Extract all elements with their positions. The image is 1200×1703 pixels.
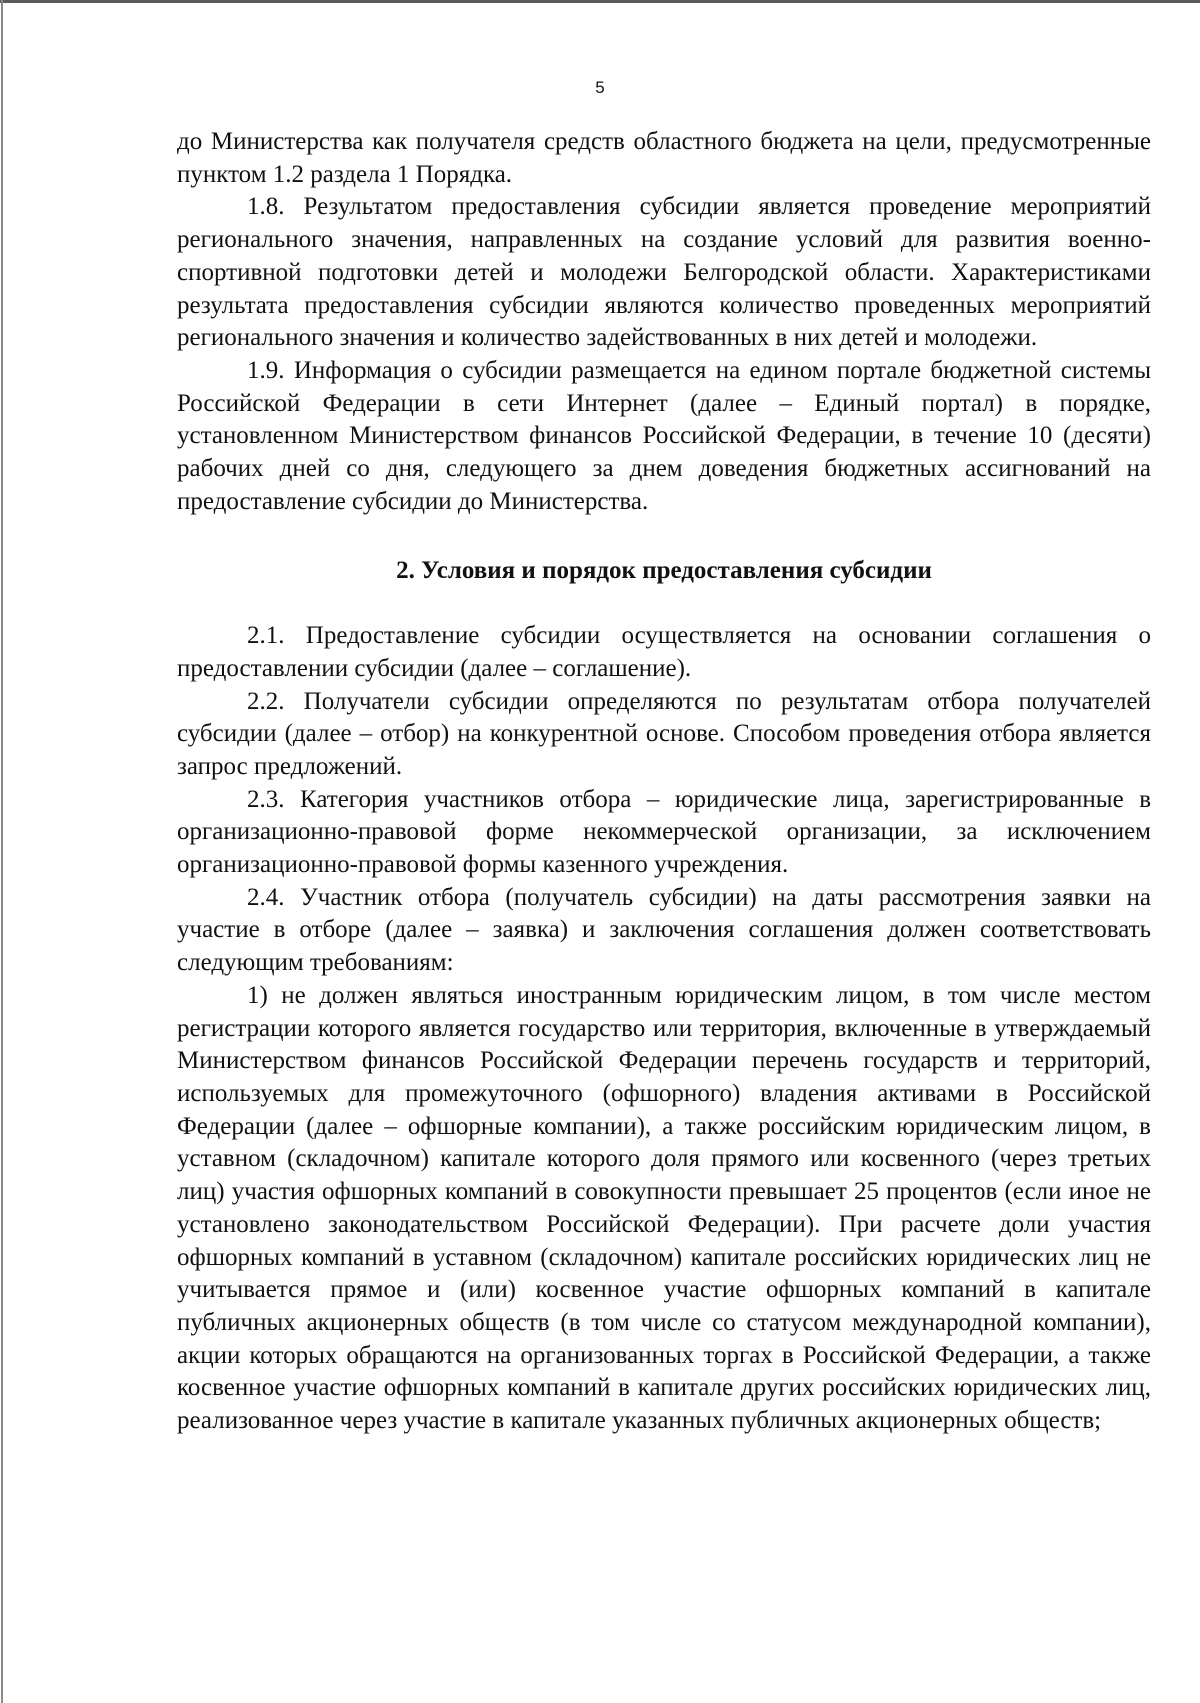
paragraph-2-4: 2.4. Участник отбора (получатель субсидии) на даты рассмотрения заявки на участие в отборе (далее – заявка) и заключения соглашения должен соответствовать следующим требованиям: xyxy=(177,883,1151,977)
scan-edge-left xyxy=(1,0,3,1703)
paragraph-2-2: 2.2. Получатели субсидии определяются по результатам отбора получателей субсидии (далее – отбор) на конкурентной основе. Способом проведения отбора является запрос предложений. xyxy=(177,687,1151,780)
page-number: 5 xyxy=(595,78,605,97)
scan-edge-top xyxy=(0,0,1200,3)
paragraph-continuation: до Министерства как получателя средств областного бюджета на цели, предусмотренные пунктом 1.2 раздела 1 Порядка. xyxy=(177,128,1151,188)
paragraph-2-3: 2.3. Категория участников отбора – юридические лица, зарегистрированные в организационно-правовой форме некоммерческой организации, за исключением организационно-правовой формы казенного учреждения. xyxy=(177,785,1151,879)
section-2-heading: 2. Условия и порядок предоставления субсидии xyxy=(396,557,932,585)
document-body xyxy=(177,126,1151,1438)
paragraph-1-9: 1.9. Информация о субсидии размещается на едином портале бюджетной системы Российской Федерации в сети Интернет (далее – Единый портал) в порядке, установленном Министерством финансов Российской Федерации, в течение 10 (десяти) рабочих дней со дня, следующего за днем доведения бюджетных ассигнований на предоставление субсидии до Министерства. xyxy=(177,356,1151,515)
paragraph-1-8: 1.8. Результатом предоставления субсидии является проведение мероприятий регионального значения, направленных на создание условий для развития военно-спортивной подготовки детей и молодежи Белгородской области. Характеристиками результата предоставления субсидии являются количество проведенных мероприятий регионального значения и количество задействованных в них детей и молодежи. xyxy=(177,193,1151,352)
paragraph-2-4-item-1: 1) не должен являться иностранным юридическим лицом, в том числе местом регистрации которого является государство или территория, включенные в утверждаемый Министерством финансов Российской Федерации перечень государств и территорий, используемых для промежуточного (офшорного) владения активами в Российской Федерации (далее – офшорные компании), а также российским юридическим лицом, в уставном (складочном) капитале которого доля прямого или косвенного (через третьих лиц) участия офшорных компаний в совокупности превышает 25 процентов (если иное не установлено законодательством Российской Федерации). При расчете доли участия офшорных компаний в уставном (складочном) капитале российских юридических лиц не учитывается прямое и (или) косвенное участие офшорных компаний в капитале публичных акционерных обществ (в том числе со статусом международной компании), акции которых обращаются на организованных торгах в Российской Федерации, а также косвенное участие офшорных компаний в капитале других российских юридических лиц, реализованное через участие в капитале указанных публичных акционерных обществ; xyxy=(177,981,1151,1435)
paragraph-2-1: 2.1. Предоставление субсидии осуществляется на основании соглашения о предоставлении субсидии (далее – соглашение). xyxy=(177,622,1151,682)
